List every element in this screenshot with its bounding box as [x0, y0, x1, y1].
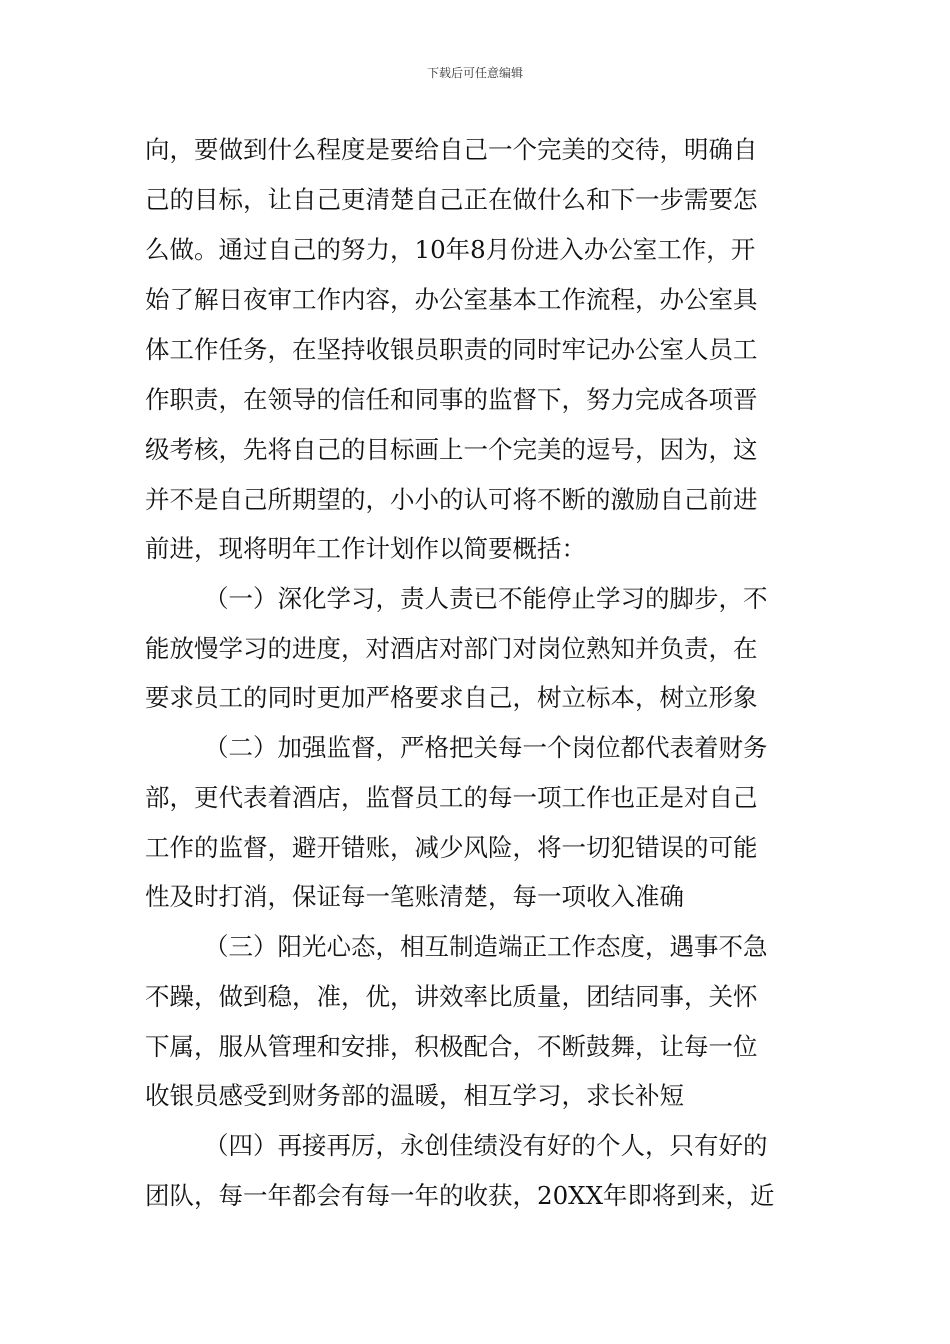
text-line: （一）深化学习，责人责已不能停止学习的脚步，不	[204, 584, 768, 613]
text-line: （三）阳光心态，相互制造端正工作态度，遇事不急	[204, 932, 768, 961]
text-line: 前进，现将明年工作计划作以简要概括：	[145, 534, 586, 563]
text-line: 不躁，做到稳，准，优，讲效率比质量，团结同事，关怀	[145, 982, 758, 1011]
text-line: 体工作任务，在坚持收银员职责的同时牢记办公室人员工	[145, 335, 758, 364]
text-line: （二）加强监督，严格把关每一个岗位都代表着财务	[204, 733, 768, 762]
text-line: 团队，每一年都会有每一年的收获，20XX年即将到来，近	[145, 1181, 775, 1210]
text-line: 性及时打消，保证每一笔账清楚，每一项收入准确	[145, 882, 684, 911]
text-line: 始了解日夜审工作内容，办公室基本工作流程，办公室具	[145, 285, 758, 314]
text-line: 么做。通过自己的努力，10年8月份进入办公室工作，开	[145, 235, 756, 264]
text-line: 部，更代表着酒店，监督员工的每一项工作也正是对自己	[145, 783, 758, 812]
text-line: 己的目标，让自己更清楚自己正在做什么和下一步需要怎	[145, 185, 758, 214]
page-header: 下载后可任意编辑	[426, 66, 523, 80]
text-line: 工作的监督，避开错账，减少风险，将一切犯错误的可能	[145, 833, 758, 862]
text-line: 向，要做到什么程度是要给自己一个完美的交待，明确自	[145, 135, 758, 164]
text-line: 收银员感受到财务部的温暖，相互学习，求长补短	[145, 1081, 684, 1110]
text-line: （四）再接再厉，永创佳绩没有好的个人，只有好的	[204, 1131, 768, 1160]
text-line: 级考核，先将自己的目标画上一个完美的逗号，因为，这	[145, 435, 758, 464]
text-line: 要求员工的同时更加严格要求自己，树立标本，树立形象	[145, 683, 758, 712]
text-line: 并不是自己所期望的，小小的认可将不断的激励自己前进	[145, 485, 758, 514]
text-line: 下属，服从管理和安排，积极配合，不断鼓舞，让每一位	[145, 1032, 758, 1061]
text-line: 能放慢学习的进度，对酒店对部门对岗位熟知并负责，在	[145, 634, 758, 663]
text-line: 作职责，在领导的信任和同事的监督下，努力完成各项晋	[145, 385, 758, 414]
